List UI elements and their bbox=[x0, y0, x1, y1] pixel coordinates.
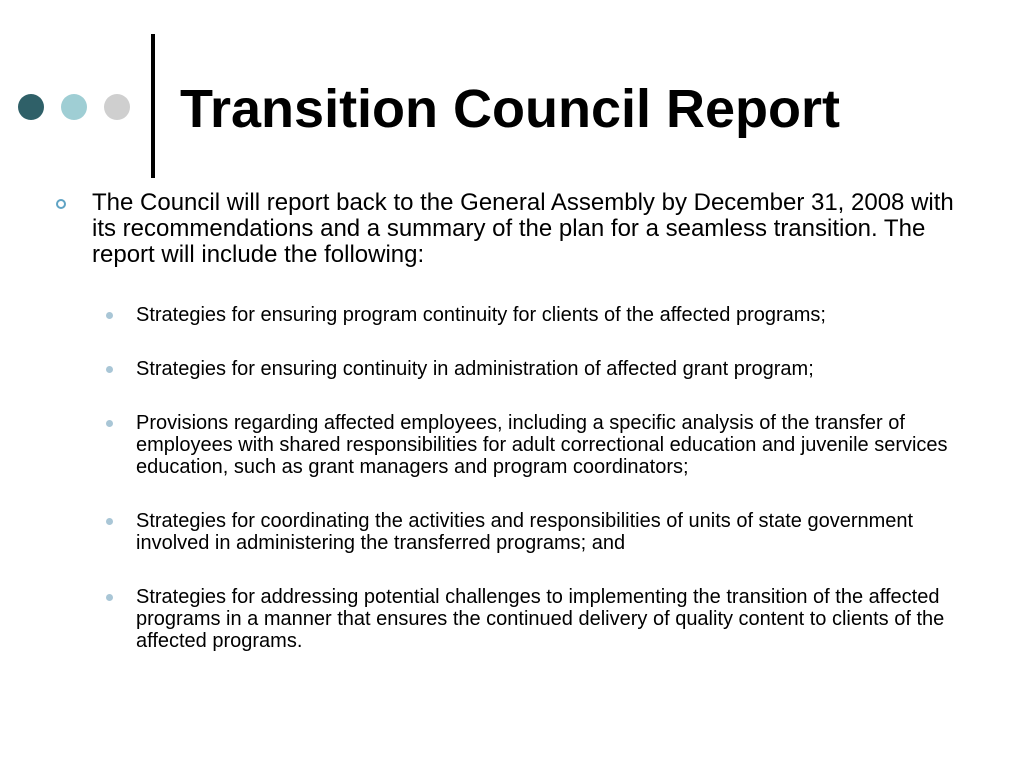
main-point-text: The Council will report back to the General Assembly by December 31, 2008 with its recommendations and a summary of the plan for a seamless transition. The report will include the following: bbox=[92, 189, 954, 268]
disc-bullet-icon bbox=[106, 420, 113, 427]
sub-bullet-text: Strategies for ensuring program continuity for clients of the affected programs; bbox=[136, 304, 826, 326]
disc-bullet-icon bbox=[106, 312, 113, 319]
decorative-dot-teal bbox=[61, 94, 87, 120]
decorative-dot-dark bbox=[18, 94, 44, 120]
main-bullet-point bbox=[54, 190, 984, 268]
ring-bullet-icon bbox=[56, 199, 66, 209]
sub-bullet-text: Strategies for coordinating the activities and responsibilities of units of state government involved in administering the transferred programs; and bbox=[136, 510, 914, 554]
sub-bullet-item bbox=[54, 510, 984, 554]
sub-bullet-list bbox=[54, 304, 984, 652]
sub-bullet-item bbox=[54, 412, 984, 478]
sub-bullet-item bbox=[54, 358, 984, 380]
sub-bullet-item bbox=[54, 586, 984, 652]
slide-body bbox=[54, 190, 984, 684]
decorative-dot-gray bbox=[104, 94, 130, 120]
sub-bullet-text: Strategies for addressing potential challenges to implementing the transition of the affected programs in a manner that ensures the continued delivery of quality content to clients of the affected programs. bbox=[136, 586, 945, 652]
disc-bullet-icon bbox=[106, 366, 113, 373]
sub-bullet-item bbox=[54, 304, 984, 326]
title-divider bbox=[151, 34, 155, 178]
disc-bullet-icon bbox=[106, 594, 113, 601]
slide-title: Transition Council Report bbox=[180, 79, 841, 139]
sub-bullet-text: Provisions regarding affected employees, including a specific analysis of the transfer of employees with shared responsibilities for adult correctional education and juvenile services education, such as grant managers and program coordinators; bbox=[136, 412, 948, 478]
disc-bullet-icon bbox=[106, 518, 113, 525]
sub-bullet-text: Strategies for ensuring continuity in administration of affected grant program; bbox=[136, 358, 814, 380]
